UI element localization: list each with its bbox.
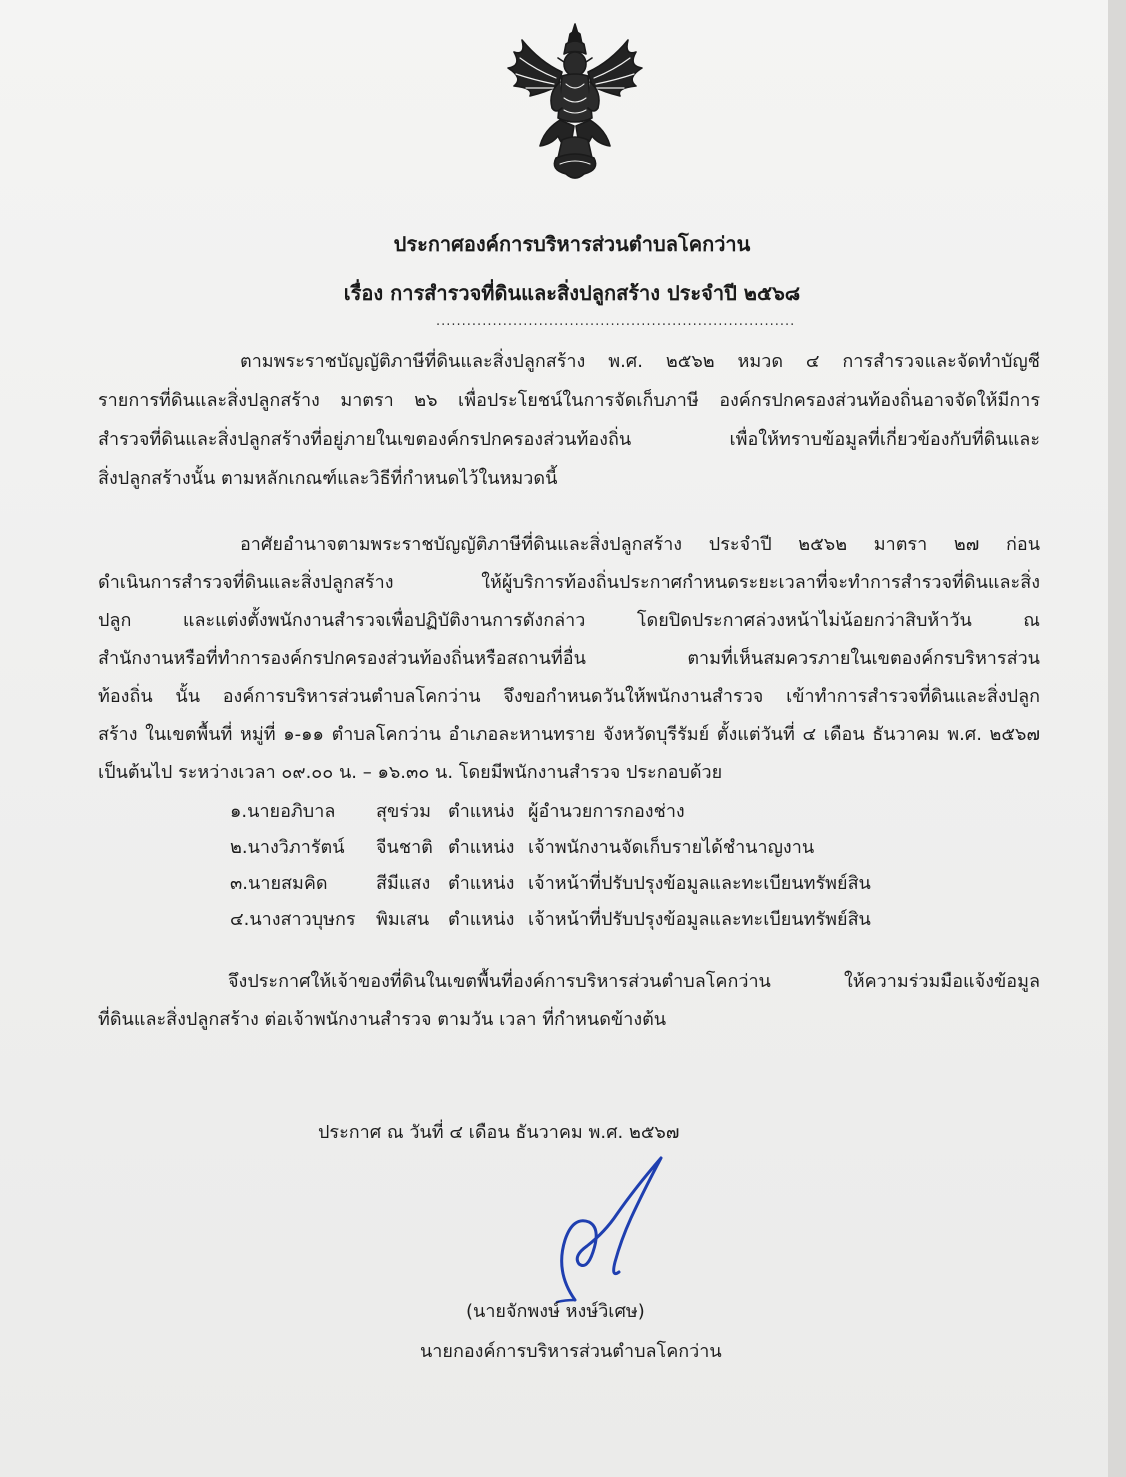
paragraph-2-line-1: อาศัยอำนาจตามพระราชบัญญัติภาษีที่ดินและสิ่งปลูกสร้าง ประจำปี ๒๕๖๒ มาตรา ๒๗ ก่อน	[240, 534, 1040, 555]
staff-position-label: ตำแหน่ง	[448, 909, 515, 930]
garuda-emblem-icon	[500, 22, 650, 184]
paragraph-1-line-2: รายการที่ดินและสิ่งปลูกสร้าง มาตรา ๒๖ เพื่อประโยชน์ในการจัดเก็บภาษี องค์กรปกครองส่วนท้องถิ่นอาจจัดให้มีการ	[98, 390, 1040, 411]
paragraph-1-line-4: สิ่งปลูกสร้างนั้น ตามหลักเกณฑ์และวิธีที่กำหนดไว้ในหมวดนี้	[98, 468, 558, 489]
staff-name: ๓.นายสมคิด	[230, 873, 328, 894]
staff-surname: สุขร่วม	[376, 801, 431, 822]
staff-position: เจ้าหน้าที่ปรับปรุงข้อมูลและทะเบียนทรัพย์สิน	[528, 873, 871, 894]
signature-icon	[535, 1152, 675, 1302]
paragraph-3-line-2: ที่ดินและสิ่งปลูกสร้าง ต่อเจ้าพนักงานสำรวจ ตามวัน เวลา ที่กำหนดข้างต้น	[98, 1009, 667, 1030]
paragraph-2-line-7: เป็นต้นไป ระหว่างเวลา ๐๙.๐๐ น. – ๑๖.๓๐ น. โดยมีพนักงานสำรวจ ประกอบด้วย	[98, 762, 723, 783]
staff-name: ๑.นายอภิบาล	[230, 801, 336, 822]
signer-name: (นายจักพงษ์ หงษ์วิเศษ)	[466, 1301, 645, 1322]
paragraph-1-line-3: สำรวจที่ดินและสิ่งปลูกสร้างที่อยู่ภายในเขตองค์กรปกครองส่วนท้องถิ่น เพื่อให้ทราบข้อมูลที่เกี่ยวข้องกับที่ดินและ	[98, 429, 1040, 450]
staff-name: ๔.นางสาวบุษกร	[230, 909, 356, 930]
staff-position-label: ตำแหน่ง	[448, 837, 515, 858]
staff-position: เจ้าพนักงานจัดเก็บรายได้ชำนาญงาน	[528, 837, 815, 858]
paragraph-2-line-5: ท้องถิ่น นั้น องค์การบริหารส่วนตำบลโคกว่าน จึงขอกำหนดวันให้พนักงานสำรวจ เข้าทำการสำรวจที่ดินและสิ่งปลูก	[98, 686, 1040, 707]
paragraph-2-line-6: สร้าง ในเขตพื้นที่ หมู่ที่ ๑-๑๑ ตำบลโคกว่าน อำเภอละหานทราย จังหวัดบุรีรัมย์ ตั้งแต่วันที่ ๔ เดือน ธันวาคม พ.ศ. ๒๕๖๗	[98, 724, 1040, 745]
staff-position-label: ตำแหน่ง	[448, 801, 515, 822]
paragraph-2-line-2: ดำเนินการสำรวจที่ดินและสิ่งปลูกสร้าง ให้ผู้บริการท้องถิ่นประกาศกำหนดระยะเวลาที่จะทำการสำรวจที่ดินและสิ่ง	[98, 572, 1040, 593]
paragraph-3-line-1: จึงประกาศให้เจ้าของที่ดินในเขตพื้นที่องค์การบริหารส่วนตำบลโคกว่าน ให้ความร่วมมือแจ้งข้อมูล	[228, 971, 1040, 992]
staff-name: ๒.นางวิภารัตน์	[230, 837, 345, 858]
paragraph-2-line-4: สำนักงานหรือที่ทำการองค์กรปกครองส่วนท้องถิ่นหรือสถานที่อื่น ตามที่เห็นสมควรภายในเขตองค์กรบริหารส่วน	[98, 648, 1040, 669]
staff-position: เจ้าหน้าที่ปรับปรุงข้อมูลและทะเบียนทรัพย์สิน	[528, 909, 871, 930]
announcement-date: ประกาศ ณ วันที่ ๔ เดือน ธันวาคม พ.ศ. ๒๕๖๗	[318, 1122, 680, 1143]
staff-surname: จีนชาติ	[376, 837, 433, 858]
paragraph-2-line-3: ปลูก และแต่งตั้งพนักงานสำรวจเพื่อปฏิบัติงานการดังกล่าว โดยปิดประกาศล่วงหน้าไม่น้อยกว่าสิบห้าวัน ณ	[98, 610, 1040, 631]
staff-position-label: ตำแหน่ง	[448, 873, 515, 894]
announcement-title: ประกาศองค์การบริหารส่วนตำบลโคกว่าน	[393, 232, 751, 256]
staff-position: ผู้อำนวยการกองช่าง	[528, 801, 685, 822]
staff-surname: พิมเสน	[376, 909, 430, 930]
staff-surname: สีมีแสง	[376, 873, 431, 894]
signer-title: นายกองค์การบริหารส่วนตำบลโคกว่าน	[420, 1341, 722, 1362]
announcement-subject: เรื่อง การสำรวจที่ดินและสิ่งปลูกสร้าง ประจำปี ๒๕๖๘	[343, 281, 801, 305]
title-separator: ......................................................................	[436, 314, 796, 329]
paragraph-1-line-1: ตามพระราชบัญญัติภาษีที่ดินและสิ่งปลูกสร้าง พ.ศ. ๒๕๖๒ หมวด ๔ การสำรวจและจัดทำบัญชี	[240, 351, 1040, 372]
